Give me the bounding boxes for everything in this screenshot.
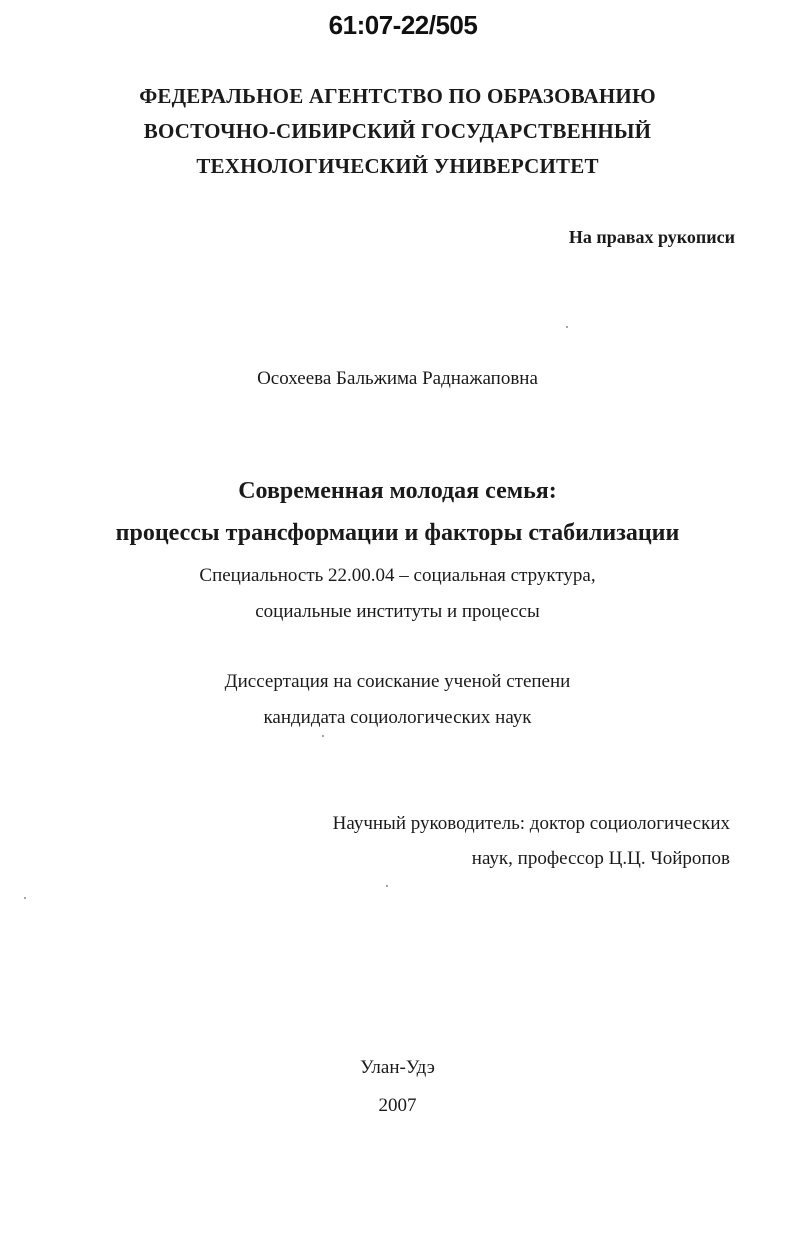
dissertation-title-line-1: Современная молодая семья: — [238, 478, 557, 504]
scan-speck — [386, 885, 388, 887]
degree-line-2: кандидата социологических наук — [263, 707, 532, 728]
author-name: Осохеева Бальжима Раднажаповна — [257, 368, 538, 389]
dissertation-title-line-2: процессы трансформации и факторы стабилизации — [115, 520, 680, 546]
degree-line-1: Диссертация на соискание ученой степени — [224, 671, 571, 692]
publication-year: 2007 — [378, 1095, 417, 1116]
scan-speck — [566, 326, 568, 328]
archive-stamp: 61:07-22/505 — [328, 10, 478, 40]
supervisor-line-2: наук, профессор Ц.Ц. Чойропов — [471, 848, 730, 869]
agency-name-line-3: ТЕХНОЛОГИЧЕСКИЙ УНИВЕРСИТЕТ — [196, 154, 599, 178]
place-of-publication: Улан-Удэ — [360, 1057, 435, 1078]
scan-speck — [322, 735, 324, 737]
manuscript-note: На правах рукописи — [568, 227, 735, 247]
scan-speck — [24, 897, 26, 899]
supervisor-line-1: Научный руководитель: доктор социологических — [332, 813, 730, 834]
agency-name-line-1: ФЕДЕРАЛЬНОЕ АГЕНТСТВО ПО ОБРАЗОВАНИЮ — [139, 84, 656, 108]
specialty-line-2: социальные институты и процессы — [255, 601, 540, 622]
specialty-line-1: Специальность 22.00.04 – социальная структура, — [199, 565, 596, 586]
agency-name-line-2: ВОСТОЧНО-СИБИРСКИЙ ГОСУДАРСТВЕННЫЙ — [143, 119, 652, 143]
